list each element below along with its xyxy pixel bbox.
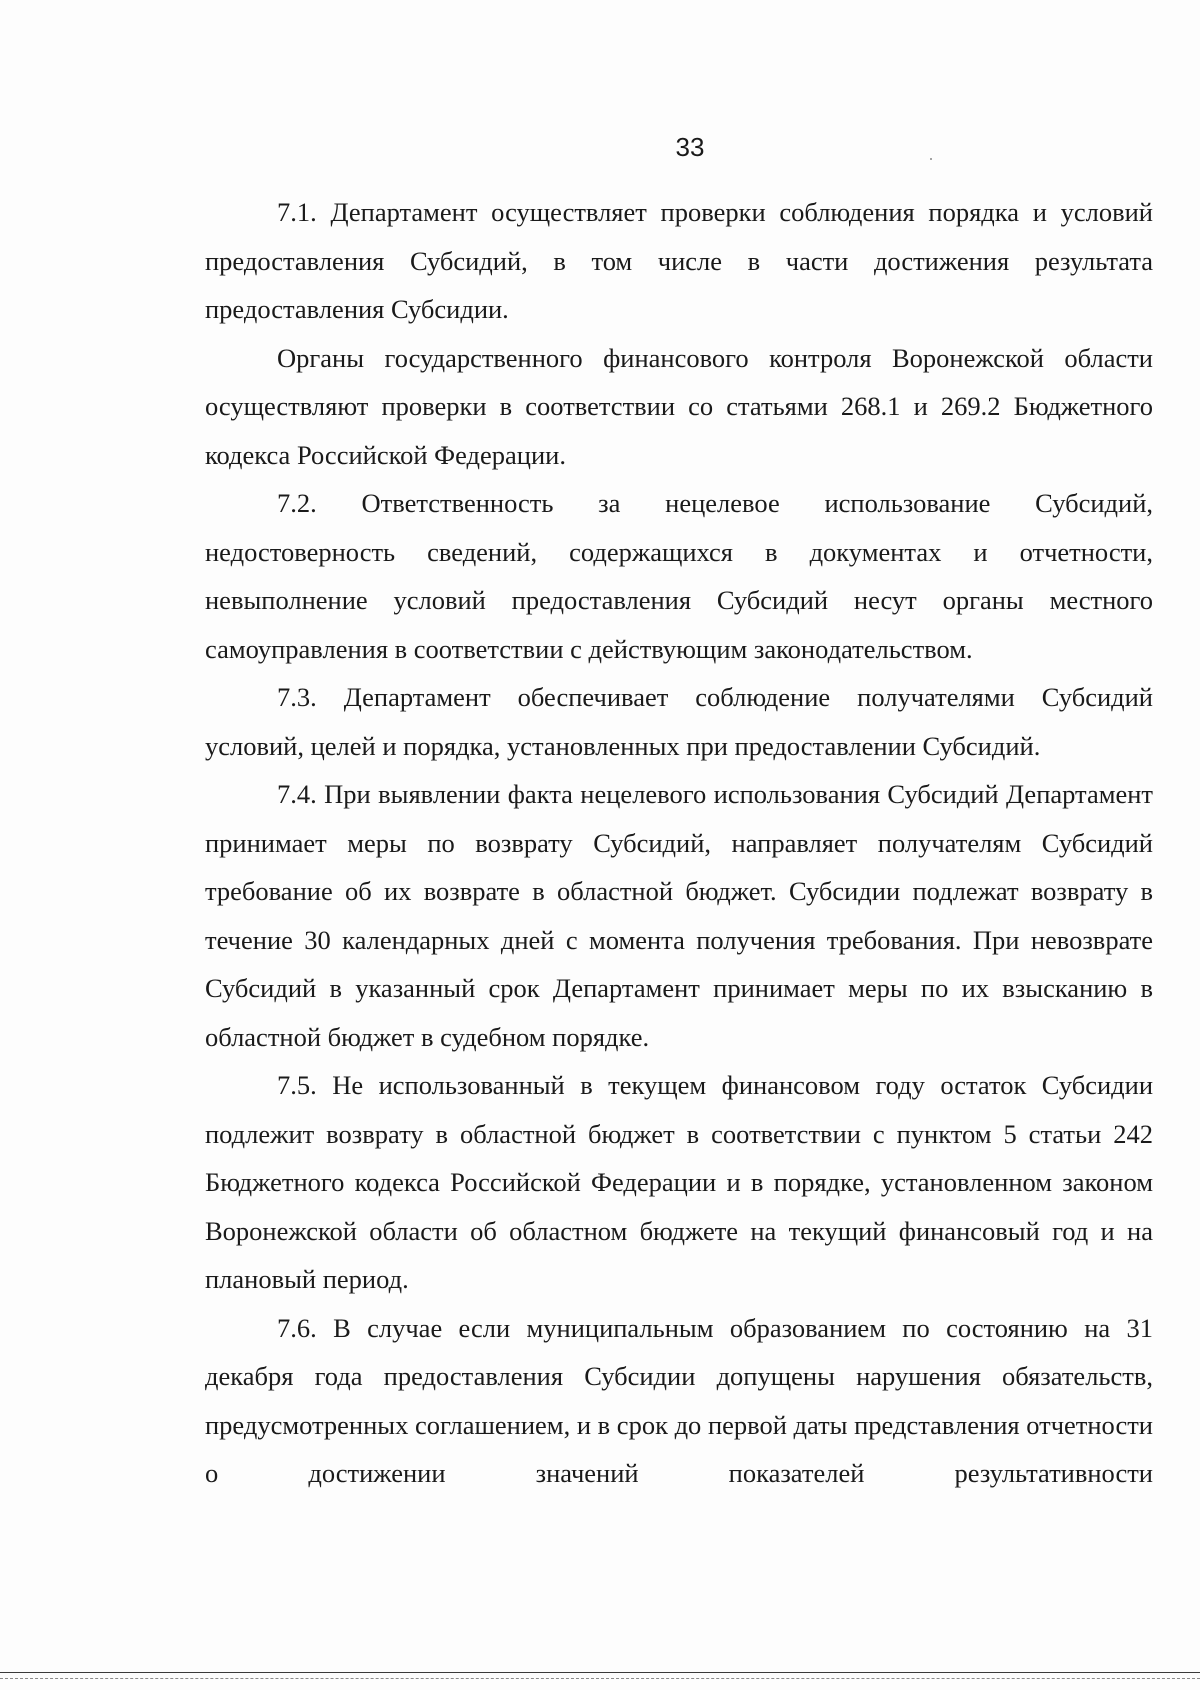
document-body: [205, 188, 1153, 1498]
scan-speck: [930, 158, 932, 160]
page-number: 33: [675, 132, 705, 162]
paragraph-7-1-control: Органы государственного финансового контроля Воронежской области осуществляют проверки в соответствии со статьями 268.1 и 269.2 Бюджетного кодекса Российской Федерации.: [205, 342, 1153, 470]
paragraph-7-4: 7.4. При выявлении факта нецелевого использования Субсидий Департамент принимает меры по возврату Субсидий, направляет получателям Субсидий требование об их возврате в областной бюджет. Субсидии подлежат возврату в течение 30 календарных дней с момента получения требования. При невозврате Субсидий в указанный срок Департамент принимает меры по их взысканию в областной бюджет в судебном порядке.: [205, 779, 1153, 1052]
paragraph-7-6: 7.6. В случае если муниципальным образованием по состоянию на 31 декабря года предоставления Субсидии допущены нарушения обязательств, предусмотренных соглашением, и в срок до первой даты представления отчетности о достижении значений показателей результативности: [205, 1312, 1153, 1488]
scan-edge-line-secondary: [0, 1678, 1200, 1679]
scan-edge-line: [0, 1672, 1200, 1673]
paragraph-7-1: 7.1. Департамент осуществляет проверки соблюдения порядка и условий предоставления Субсидий, в том числе в части достижения результата предоставления Субсидии.: [205, 197, 1153, 324]
paragraph-7-3: 7.3. Департамент обеспечивает соблюдение получателями Субсидий условий, целей и порядка, установленных при предоставлении Субсидий.: [205, 682, 1153, 761]
paragraph-7-5: 7.5. Не использованный в текущем финансовом году остаток Субсидии подлежит возврату в областной бюджет в соответствии с пунктом 5 статьи 242 Бюджетного кодекса Российской Федерации и в порядке, установленном законом Воронежской области об областном бюджете на текущий финансовый год и на плановый период.: [205, 1070, 1153, 1294]
paragraph-7-2: 7.2. Ответственность за нецелевое использование Субсидий, недостоверность сведений, содержащихся в документах и отчетности, невыполнение условий предоставления Субсидий несут органы местного самоуправления в соответствии с действующим законодательством.: [205, 488, 1153, 664]
